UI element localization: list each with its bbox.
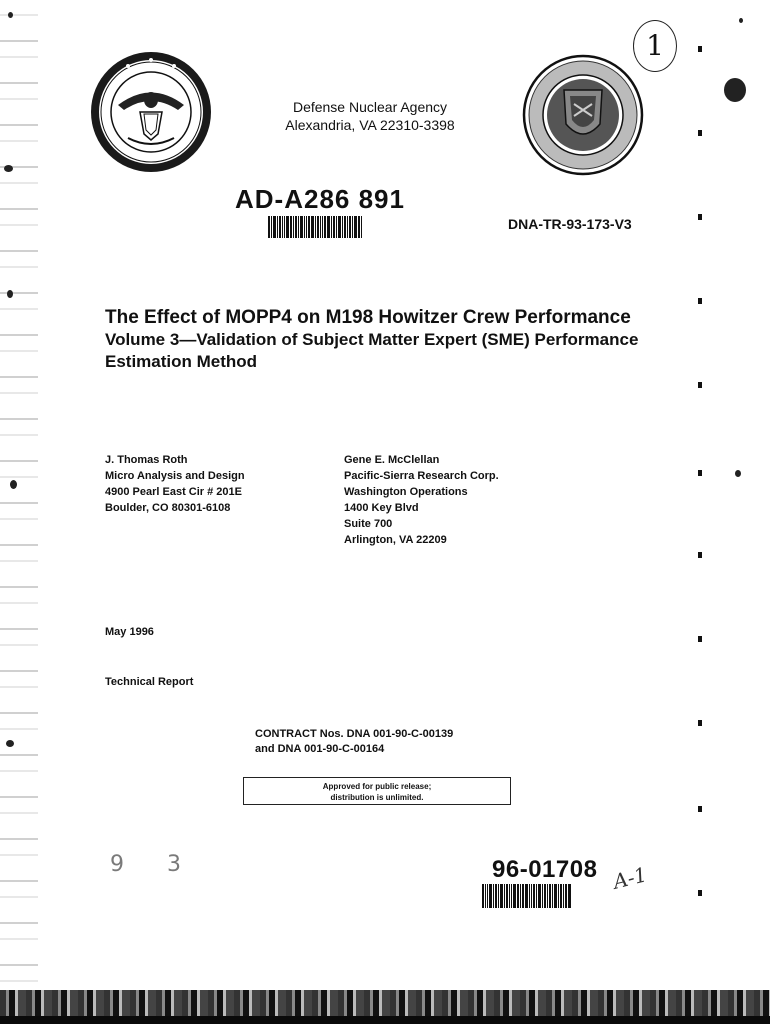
margin-mark <box>698 214 702 220</box>
author-line: Gene E. McClellan <box>344 454 440 466</box>
margin-mark <box>698 720 702 726</box>
contract-line-2: and DNA 001-90-C-00164 <box>255 743 385 755</box>
handwritten-code: A-1 <box>610 862 650 894</box>
approval-line-1: Approved for public release; <box>322 782 432 791</box>
report-date: May 1996 <box>105 626 154 638</box>
agency-address: Alexandria, VA 22310-3398 <box>285 117 455 133</box>
scan-speck <box>724 78 746 102</box>
scan-edge-bottom-line <box>0 1016 770 1024</box>
author-line: Arlington, VA 22209 <box>344 534 447 546</box>
scan-speck <box>6 740 14 747</box>
margin-mark <box>698 806 702 812</box>
margin-mark <box>698 130 702 136</box>
author-block-2 <box>344 452 499 548</box>
report-type: Technical Report <box>105 676 194 688</box>
scan-speck <box>7 290 13 298</box>
contract-numbers <box>255 727 453 757</box>
scan-speck <box>735 470 741 477</box>
margin-mark <box>698 552 702 558</box>
handwritten-circled-mark: 1 <box>633 20 677 72</box>
faint-stamp-number: 9 3 <box>110 852 199 877</box>
scan-speck <box>10 480 17 489</box>
author-line: Washington Operations <box>344 486 468 498</box>
ad-barcode <box>268 216 390 238</box>
dod-seal-icon <box>88 50 214 179</box>
title-main: The Effect of MOPP4 on M198 Howitzer Crew Performance <box>105 307 631 328</box>
author-block-1 <box>105 452 245 516</box>
margin-mark <box>698 890 702 896</box>
contract-line-1: CONTRACT Nos. DNA 001-90-C-00139 <box>255 728 454 740</box>
author-line: Suite 700 <box>344 518 393 530</box>
scan-speck <box>739 18 743 23</box>
author-line: Pacific-Sierra Research Corp. <box>344 470 499 482</box>
margin-mark <box>698 382 702 388</box>
scan-edge-left <box>0 0 38 1000</box>
agency-name: Defense Nuclear Agency <box>292 99 448 115</box>
author-line: Micro Analysis and Design <box>105 470 245 482</box>
document-number: 96-01708 <box>492 856 598 883</box>
distribution-statement-box <box>243 777 511 805</box>
report-title <box>105 307 665 373</box>
author-line: 4900 Pearl East Cir # 201E <box>105 486 242 498</box>
ad-accession-number: AD-A286 891 <box>235 184 405 214</box>
document-barcode <box>482 884 598 908</box>
agency-header <box>250 98 490 134</box>
author-line: 1400 Key Blvd <box>344 502 419 514</box>
margin-mark <box>698 298 702 304</box>
margin-mark <box>698 46 702 52</box>
author-line: Boulder, CO 80301-6108 <box>105 502 231 514</box>
report-number: DNA-TR-93-173-V3 <box>508 216 632 232</box>
approval-line-2: distribution is unlimited. <box>330 793 424 802</box>
scan-speck <box>8 12 13 18</box>
title-volume: Volume 3—Validation of Subject Matter Expert (SME) Performance Estimation Method <box>105 330 639 371</box>
margin-mark <box>698 470 702 476</box>
scan-speck <box>4 165 13 172</box>
margin-mark <box>698 636 702 642</box>
dna-seal-icon <box>522 54 644 181</box>
author-line: J. Thomas Roth <box>105 454 188 466</box>
